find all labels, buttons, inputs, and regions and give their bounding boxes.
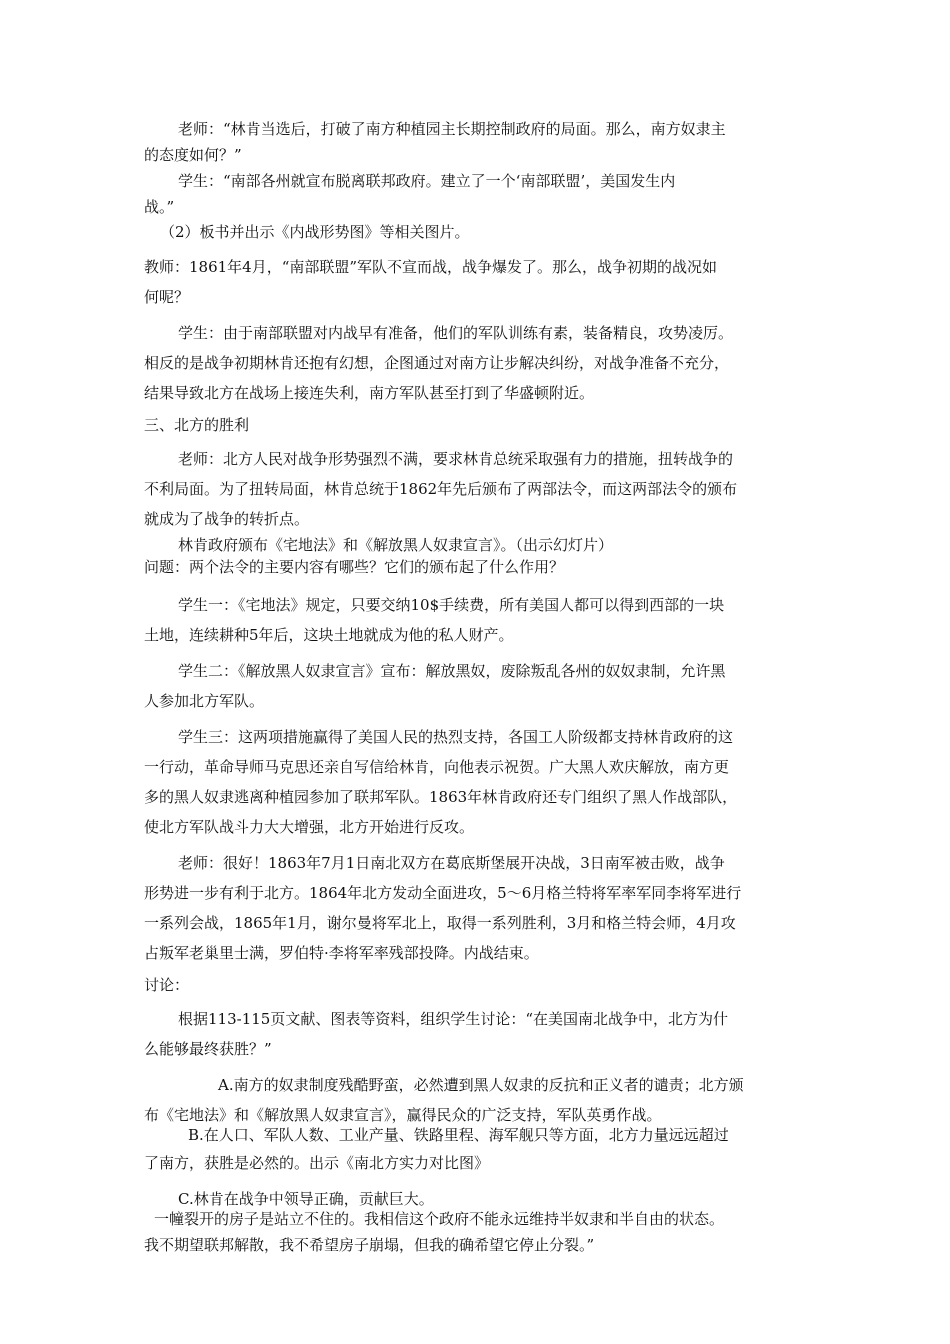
text-line: 学生三：这两项措施赢得了美国人民的热烈支持，各国工人阶级都支持林肯政府的这: [178, 728, 734, 746]
text-line: 教师：1861年4月，“南部联盟”军队不宣而战，战争爆发了。那么，战争初期的战况如: [144, 258, 718, 276]
text-line: 学生一：《宅地法》规定，只要交纳10$手续费，所有美国人都可以得到西部的一块: [178, 596, 725, 614]
text-line: C.林肯在战争中领导正确，贡献巨大。: [178, 1190, 434, 1208]
text-line: 讨论：: [144, 976, 190, 994]
quote-line: 一幢裂开的房子是站立不住的。我相信这个政府不能永远维持半奴隶和半自由的状态。: [154, 1210, 725, 1228]
section-heading: 三、北方的胜利: [144, 416, 250, 434]
text-line: 林肯政府颁布《宅地法》和《解放黑人奴隶宣言》。（出示幻灯片）: [178, 536, 614, 554]
text-line: （2）板书并出示《内战形势图》等相关图片。: [160, 223, 470, 241]
text-line: 占叛军老巢里士满，罗伯特·李将军率残部投降。内战结束。: [144, 944, 539, 962]
text-line: 老师：很好！1863年7月1日南北双方在葛底斯堡展开决战，3日南军被击败，战争: [178, 854, 725, 872]
text-line: 结果导致北方在战场上接连失利，南方军队甚至打到了华盛顿附近。: [144, 384, 595, 402]
text-line: 一系列会战，1865年1月，谢尔曼将军北上，取得一系列胜利，3月和格兰特会师，4月攻: [144, 914, 736, 932]
quote-line: 我不期望联邦解散，我不希望房子崩塌，但我的确希望它停止分裂。”: [144, 1236, 595, 1254]
text-line: B.在人口、军队人数、工业产量、铁路里程、海军舰只等方面，北方力量远远超过: [188, 1126, 729, 1144]
text-line: 问题：两个法令的主要内容有哪些？它们的颁布起了什么作用？: [144, 558, 565, 576]
text-line: 多的黑人奴隶逃离种植园参加了联邦军队。1863年林肯政府还专门组织了黑人作战部队，: [144, 788, 738, 806]
text-line: 老师：北方人民对战争形势强烈不满，要求林肯总统采取强有力的措施，扭转战争的: [178, 450, 734, 468]
text-line: 学生：“南部各州就宣布脱离联邦政府。建立了一个‘南部联盟’，美国发生内: [178, 172, 676, 190]
text-line: 的态度如何？”: [144, 146, 242, 164]
text-line: 一行动，革命导师马克思还亲自写信给林肯，向他表示祝贺。广大黑人欢庆解放，南方更: [144, 758, 730, 776]
text-line: 人参加北方军队。: [144, 692, 265, 710]
text-line: 了南方，获胜是必然的。出示《南北方实力对比图》: [144, 1154, 490, 1172]
text-line: 就成为了战争的转折点。: [144, 510, 310, 528]
text-line: 使北方军队战斗力大大增强，北方开始进行反攻。: [144, 818, 475, 836]
text-line: 土地，连续耕种5年后，这块土地就成为他的私人财产。: [144, 626, 514, 644]
text-line: 布《宅地法》和《解放黑人奴隶宣言》，赢得民众的广泛支持，军队英勇作战。: [144, 1106, 662, 1124]
text-line: A.南方的奴隶制度残酷野蛮，必然遭到黑人奴隶的反抗和正义者的谴责；北方颁: [218, 1076, 744, 1094]
text-line: 相反的是战争初期林肯还抱有幻想，企图通过对南方让步解决纠纷，对战争准备不充分，: [144, 354, 730, 372]
text-line: 老师：“林肯当选后，打破了南方种植园主长期控制政府的局面。那么，南方奴隶主: [178, 120, 726, 138]
text-line: 不利局面。为了扭转局面，林肯总统于1862年先后颁布了两部法令，而这两部法令的颁布: [144, 480, 738, 498]
text-line: 根据113-115页文献、图表等资料，组织学生讨论：“在美国南北战争中，北方为什: [178, 1010, 729, 1028]
text-line: 学生：由于南部联盟对内战早有准备，他们的军队训练有素，装备精良，攻势凌厉。: [178, 324, 734, 342]
text-line: 学生二：《解放黑人奴隶宣言》宣布：解放黑奴，废除叛乱各州的奴奴隶制，允许黑: [178, 662, 726, 680]
text-line: 么能够最终获胜？”: [144, 1040, 272, 1058]
text-line: 形势进一步有利于北方。1864年北方发动全面进攻，5～6月格兰特将军率军同李将军进行: [144, 884, 742, 902]
text-line: 战。”: [144, 198, 175, 216]
text-line: 何呢？: [144, 288, 190, 306]
